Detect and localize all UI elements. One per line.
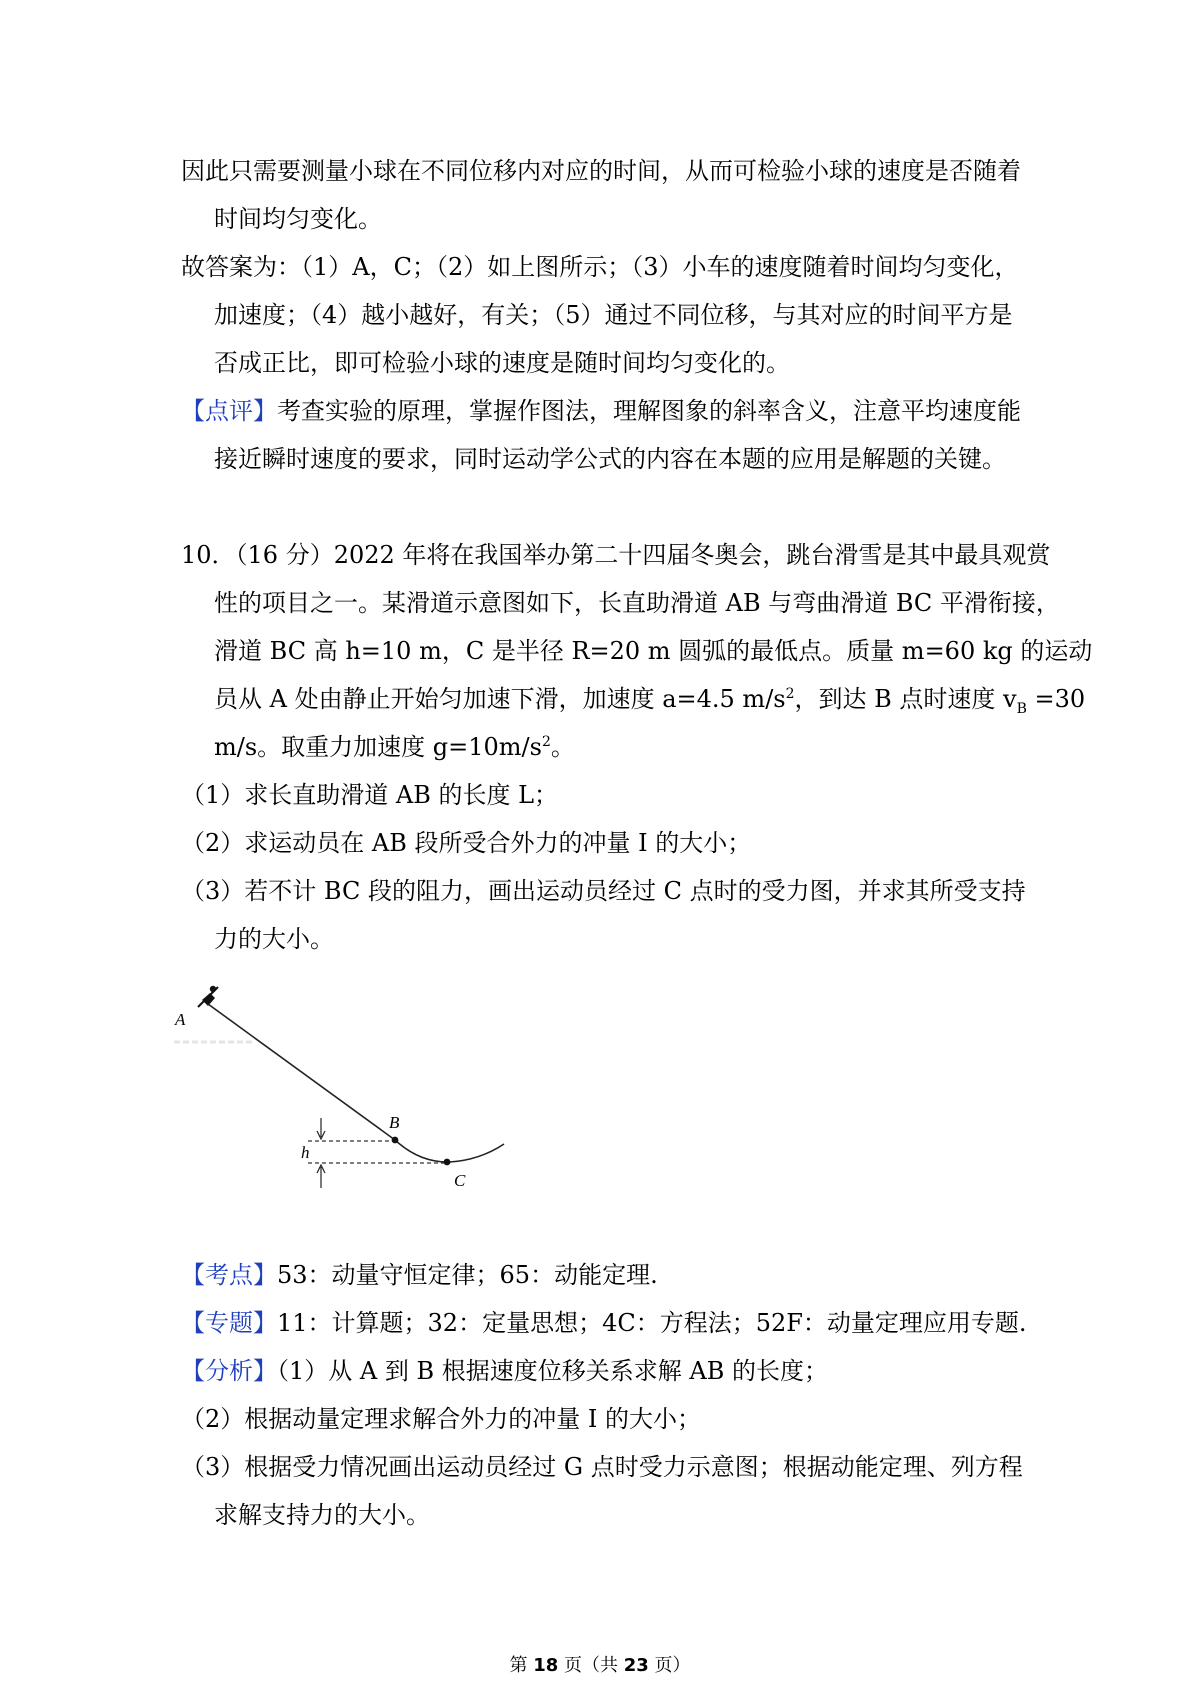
sub-question-3-line-1: （3）若不计 BC 段的阻力，画出运动员经过 C 点时的受力图，并求其所受支持 [181,877,1026,905]
sub-question-2: （2）求运动员在 AB 段所受合外力的冲量 I 的大小； [181,829,752,857]
footer-page-number: 18 [533,1655,559,1676]
kaodian-line [181,1259,658,1291]
answer-line-3: 否成正比，即可检验小球的速度是随时间均匀变化的。 [214,349,790,377]
review-tag: 【点评】 [181,397,277,425]
analysis-line-2: 时间均匀变化。 [214,205,382,233]
q5-part-a: m/s。取重力加速度 g=10m/s [214,733,542,761]
q4-part-c: =30 [1026,685,1086,713]
review-text: 考查实验的原理，掌握作图法，理解图象的斜率含义，注意平均速度能 [277,397,1021,425]
q4-sup: 2 [785,686,795,702]
fenxi-line-2: （2）根据动量定理求解合外力的冲量 I 的大小； [181,1405,702,1433]
review-line-1 [181,395,1021,427]
question-line-5 [214,731,575,763]
ski-slope-diagram [170,960,520,1200]
height-arrow-down-icon [317,1118,325,1139]
point-b [392,1137,399,1144]
zhuanti-text: 11：计算题；32：定量思想；4C：方程法；52F：动量定理应用专题. [277,1309,1027,1337]
fenxi-tag: 【分析】 [181,1357,277,1385]
fenxi-line-3: （3）根据受力情况画出运动员经过 G 点时受力示意图；根据动能定理、列方程 [181,1453,1023,1481]
fenxi-text-1: （1）从 A 到 B 根据速度位移关系求解 AB 的长度； [277,1357,828,1385]
ramp-ab [208,1004,395,1140]
label-h: h [301,1143,310,1162]
q5-sup: 2 [541,734,551,750]
sub-question-1: （1）求长直助滑道 AB 的长度 L； [181,781,559,809]
sub-question-3-line-2: 力的大小。 [214,925,334,953]
fenxi-line-1 [181,1355,828,1387]
zhuanti-line [181,1307,1027,1339]
height-arrow-up-icon [317,1165,325,1188]
q4-part-b: ，到达 B 点时速度 v [794,685,1017,713]
q5-part-b: 。 [550,733,575,761]
question-line-4 [214,683,1085,715]
zhuanti-tag: 【专题】 [181,1309,277,1337]
question-line-1: 10．（16 分）2022 年将在我国举办第二十四届冬奥会，跳台滑雪是其中最具观赏 [181,541,1051,569]
label-a: A [175,1010,186,1029]
question-line-2: 性的项目之一。某滑道示意图如下，长直助滑道 AB 与弯曲滑道 BC 平滑衔接， [214,589,1060,617]
point-c [444,1159,451,1166]
label-c: C [454,1171,466,1190]
answer-line-1: 故答案为：（1）A，C；（2）如上图所示；（3）小车的速度随着时间均匀变化， [181,253,1019,281]
q4-part-a: 员从 A 处由静止开始匀加速下滑，加速度 a=4.5 m/s [214,685,786,713]
curve-bc [395,1140,504,1162]
footer-suffix: 页） [648,1655,691,1676]
page-footer [0,1654,1200,1678]
question-line-3: 滑道 BC 高 h=10 m，C 是半径 R=20 m 圆弧的最低点。质量 m=60 kg 的运动 [214,637,1093,665]
review-line-2: 接近瞬时速度的要求，同时运动学公式的内容在本题的应用是解题的关键。 [214,445,1006,473]
q4-sub: B [1016,700,1027,717]
skier-icon [198,986,218,1007]
kaodian-tag: 【考点】 [181,1261,277,1289]
footer-prefix: 第 [509,1655,534,1676]
kaodian-text: 53：动量守恒定律；65：动能定理. [277,1261,658,1289]
fenxi-line-4: 求解支持力的大小。 [214,1501,430,1529]
analysis-line-1: 因此只需要测量小球在不同位移内对应的时间，从而可检验小球的速度是否随着 [181,157,1021,185]
footer-total-pages: 23 [623,1655,649,1676]
label-b: B [389,1113,400,1132]
answer-line-2: 加速度；（4）越小越好，有关；（5）通过不同位移，与其对应的时间平方是 [214,301,1013,329]
footer-middle: 页（共 [558,1655,624,1676]
